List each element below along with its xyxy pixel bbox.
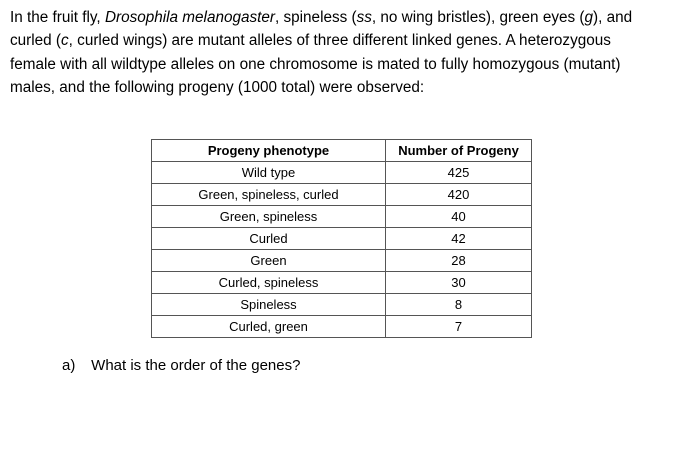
intro-text: ), and bbox=[593, 9, 633, 26]
intro-text: , spineless ( bbox=[275, 9, 357, 26]
phenotype-cell: Green, spineless, curled bbox=[152, 184, 386, 206]
intro-line-2 bbox=[10, 29, 692, 52]
progeny-count-cell: 40 bbox=[386, 206, 532, 228]
table-row bbox=[152, 228, 532, 250]
table-header-row bbox=[152, 140, 532, 162]
progeny-count-cell: 7 bbox=[386, 316, 532, 338]
table-row bbox=[152, 316, 532, 338]
table-row bbox=[152, 250, 532, 272]
phenotype-cell: Green bbox=[152, 250, 386, 272]
header-number-of-progeny: Number of Progeny bbox=[386, 140, 532, 162]
table-row bbox=[152, 162, 532, 184]
italic-term: c bbox=[61, 32, 69, 50]
intro-line-4 bbox=[10, 76, 692, 99]
intro-text: female with all wildtype alleles on one chromosome is mated to fully homozygous (mutant) bbox=[10, 55, 621, 73]
table-row bbox=[152, 272, 532, 294]
intro-paragraph bbox=[10, 6, 692, 99]
progeny-count-cell: 420 bbox=[386, 184, 532, 206]
intro-text: curled ( bbox=[10, 32, 62, 50]
intro-text: , curled wings) are mutant alleles of three different linked genes. A heterozygous bbox=[68, 32, 611, 50]
intro-line-3 bbox=[10, 53, 692, 76]
header-progeny-phenotype: Progeny phenotype bbox=[152, 140, 386, 162]
table-row bbox=[152, 206, 532, 228]
phenotype-cell: Wild type bbox=[152, 162, 386, 184]
progeny-count-cell: 42 bbox=[386, 228, 532, 250]
phenotype-cell: Curled, green bbox=[152, 316, 386, 338]
italic-term: ss bbox=[356, 9, 372, 26]
phenotype-cell: Spineless bbox=[152, 294, 386, 316]
table-row bbox=[152, 184, 532, 206]
question-label: a) bbox=[62, 357, 76, 374]
italic-term: Drosophila melanogaster bbox=[104, 9, 275, 26]
progeny-table bbox=[151, 139, 532, 338]
progeny-count-cell: 425 bbox=[386, 162, 532, 184]
progeny-count-cell: 8 bbox=[386, 294, 532, 316]
progeny-count-cell: 30 bbox=[386, 272, 532, 294]
phenotype-cell: Curled bbox=[152, 228, 386, 250]
italic-term: g bbox=[584, 9, 593, 26]
intro-line-1 bbox=[10, 6, 692, 29]
intro-text: , no wing bristles), green eyes ( bbox=[371, 9, 585, 26]
intro-text: males, and the following progeny (1000 total) were observed: bbox=[10, 78, 425, 96]
table-row bbox=[152, 294, 532, 316]
table-body bbox=[152, 162, 532, 338]
question-a bbox=[62, 356, 300, 376]
question-text: What is the order of the genes? bbox=[91, 357, 301, 374]
phenotype-cell: Green, spineless bbox=[152, 206, 386, 228]
intro-text: In the fruit fly, bbox=[10, 9, 105, 26]
progeny-count-cell: 28 bbox=[386, 250, 532, 272]
phenotype-cell: Curled, spineless bbox=[152, 272, 386, 294]
